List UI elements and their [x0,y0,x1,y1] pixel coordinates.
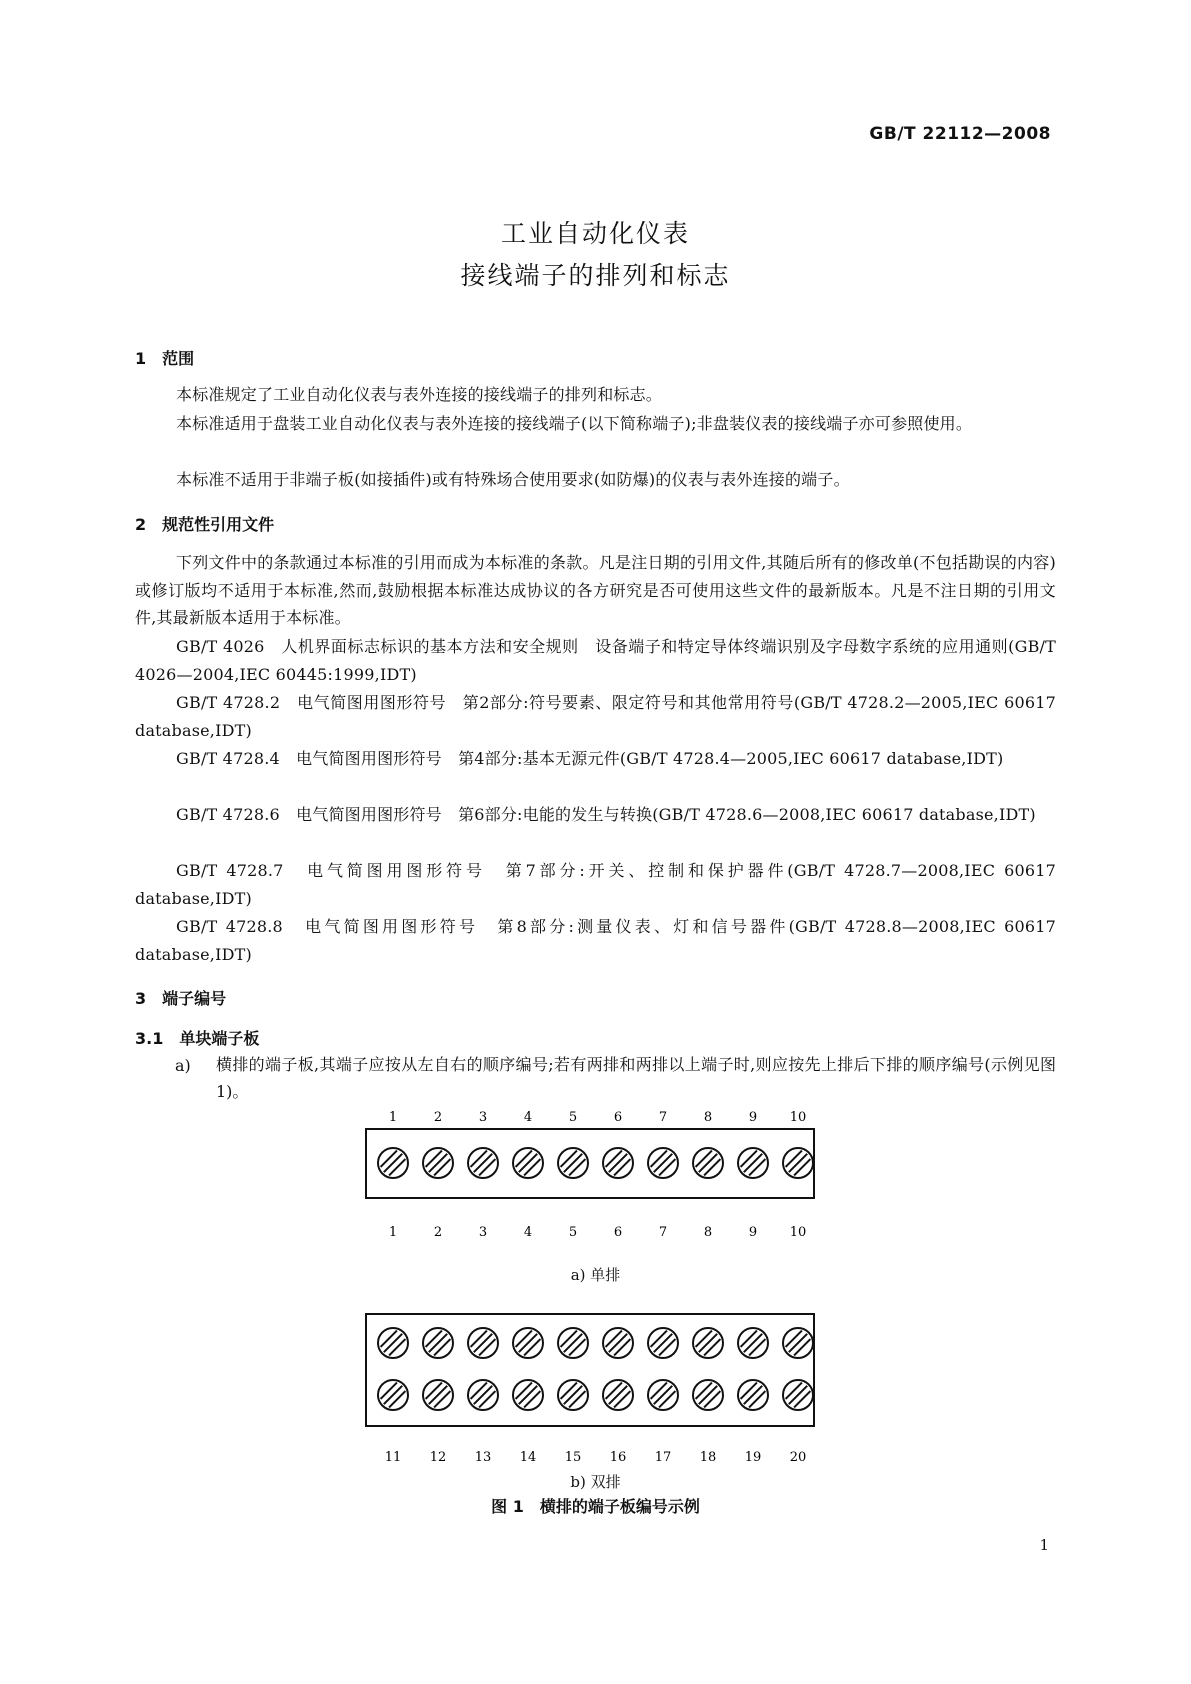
double-row-top-number-2: 2 [433,1225,443,1240]
double-row-bottom-number-18: 18 [699,1450,717,1465]
standard-code: GB/T 22112—2008 [869,124,1051,144]
section-1-para-1: 本标准规定了工业自动化仪表与表外连接的接线端子的排列和标志。 [176,385,663,404]
single-row-number-8: 8 [703,1110,713,1125]
single-row-screw-terminal-icon [558,1148,588,1178]
single-row-screw-terminal-icon [693,1148,723,1178]
single-row-number-4: 4 [523,1110,533,1125]
double-row-bottom-number-15: 15 [564,1450,582,1465]
double-row-top-number-7: 7 [658,1225,668,1240]
single-row-screw-terminal-icon [423,1148,453,1178]
double-row-bottom-screw-terminal-icon [513,1380,543,1410]
double-row-top-number-6: 6 [613,1225,623,1240]
double-row-top-screw-terminal-icon [423,1328,453,1358]
double-row-bottom-screw-terminal-icon [648,1380,678,1410]
single-row-number-5: 5 [568,1110,578,1125]
doc-title-line1: 工业自动化仪表 [500,219,690,248]
item-a-text: 横排的端子板,其端子应按从左自右的顺序编号;若有两排和两排以上端子时,则应按先上排后下排的顺序编号(示例见图1)。 [216,1055,1056,1101]
double-row-bottom-number-16: 16 [609,1450,627,1465]
reference-4026: GB/T 4026 人机界面标志标识的基本方法和安全规则 设备端子和特定导体终端识别及字母数字系统的应用通则(GB/T 4026—2004,IEC 60445:1999,IDT) [135,637,1056,684]
double-row-bottom-screw-terminal-icon [603,1380,633,1410]
double-row-bottom-screw-terminal-icon [738,1380,768,1410]
double-row-top-screw-terminal-icon [603,1328,633,1358]
double-row-bottom-screw-terminal-icon [783,1380,813,1410]
double-row-bottom-screw-terminal-icon [468,1380,498,1410]
double-row-bottom-number-12: 12 [429,1450,447,1465]
item-a-label: a) [175,1056,191,1075]
single-row-screw-terminal-icon [783,1148,813,1178]
figure-caption-b: b) 双排 [570,1473,621,1491]
double-row-bottom-number-13: 13 [474,1450,492,1465]
double-row-bottom-screw-terminal-icon [693,1380,723,1410]
single-row-screw-terminal-icon [468,1148,498,1178]
double-row-top-number-1: 1 [388,1225,398,1240]
reference-4728-6: GB/T 4728.6 电气简图用图形符号 第6部分:电能的发生与转换(GB/T 4728.6—2008,IEC 60617 database,IDT) [176,805,1036,824]
double-row-bottom-number-20: 20 [789,1450,807,1465]
single-row-number-10: 10 [789,1110,807,1125]
double-row-bottom-number-17: 17 [654,1450,672,1465]
double-row-bottom-number-11: 11 [384,1450,402,1465]
double-row-top-number-10: 10 [789,1225,807,1240]
single-row-screw-terminal-icon [513,1148,543,1178]
reference-4728-7: GB/T 4728.7 电气简图用图形符号 第7部分:开关、控制和保护器件(GB/T 4728.7—2008,IEC 60617 database,IDT) [135,861,1056,908]
double-row-bottom-screw-terminal-icon [423,1380,453,1410]
section-3-heading: 3 端子编号 [135,989,227,1008]
single-row-number-2: 2 [433,1110,443,1125]
page-number: 1 [1039,1536,1049,1554]
single-row-number-7: 7 [658,1110,668,1125]
double-row-top-screw-terminal-icon [378,1328,408,1358]
double-row-top-screw-terminal-icon [648,1328,678,1358]
double-row-bottom-number-19: 19 [744,1450,762,1465]
double-row-top-screw-terminal-icon [783,1328,813,1358]
double-row-top-screw-terminal-icon [513,1328,543,1358]
double-row-top-number-9: 9 [748,1225,758,1240]
double-row-top-screw-terminal-icon [558,1328,588,1358]
section-2-heading: 2 规范性引用文件 [135,515,275,534]
double-row-bottom-screw-terminal-icon [378,1380,408,1410]
single-row-number-9: 9 [748,1110,758,1125]
section-2-para-1: 下列文件中的条款通过本标准的引用而成为本标准的条款。凡是注日期的引用文件,其随后所有的修改单(不包括勘误的内容)或修订版均不适用于本标准,然而,鼓励根据本标准达成协议的各方研究是否可使用这些文件的最新版本。凡是不注日期的引用文件,其最新版本适用于本标准。 [135,553,1056,627]
single-row-screw-terminal-icon [603,1148,633,1178]
figure-title: 图 1 横排的端子板编号示例 [491,1497,700,1516]
double-row-top-number-3: 3 [478,1225,488,1240]
section-1-heading: 1 范围 [135,349,195,368]
reference-4728-2: GB/T 4728.2 电气简图用图形符号 第2部分:符号要素、限定符号和其他常用符号(GB/T 4728.2—2005,IEC 60617 database,IDT) [135,693,1056,740]
doc-title-line2: 接线端子的排列和标志 [460,261,731,290]
section-3-1-heading: 3.1 单块端子板 [135,1029,260,1048]
single-row-number-3: 3 [478,1110,488,1125]
single-row-screw-terminal-icon [738,1148,768,1178]
double-row-top-screw-terminal-icon [693,1328,723,1358]
reference-4728-4: GB/T 4728.4 电气简图用图形符号 第4部分:基本无源元件(GB/T 4728.4—2005,IEC 60617 database,IDT) [176,749,1004,768]
figure-caption-a: a) 单排 [570,1266,621,1284]
double-row-top-screw-terminal-icon [738,1328,768,1358]
single-row-number-1: 1 [388,1110,398,1125]
single-row-board [366,1129,814,1198]
section-1-para-2: 本标准适用于盘装工业自动化仪表与表外连接的接线端子(以下简称端子);非盘装仪表的接线端子亦可参照使用。 [176,414,973,433]
double-row-top-screw-terminal-icon [468,1328,498,1358]
double-row-bottom-number-14: 14 [519,1450,537,1465]
double-row-top-number-8: 8 [703,1225,713,1240]
double-row-top-number-4: 4 [523,1225,533,1240]
single-row-number-6: 6 [613,1110,623,1125]
reference-4728-8: GB/T 4728.8 电气简图用图形符号 第8部分:测量仪表、灯和信号器件(GB/T 4728.8—2008,IEC 60617 database,IDT) [135,917,1056,964]
double-row-top-number-5: 5 [568,1225,578,1240]
section-1-para-3: 本标准不适用于非端子板(如接插件)或有特殊场合使用要求(如防爆)的仪表与表外连接的端子。 [176,470,850,489]
double-row-bottom-screw-terminal-icon [558,1380,588,1410]
single-row-screw-terminal-icon [378,1148,408,1178]
single-row-screw-terminal-icon [648,1148,678,1178]
